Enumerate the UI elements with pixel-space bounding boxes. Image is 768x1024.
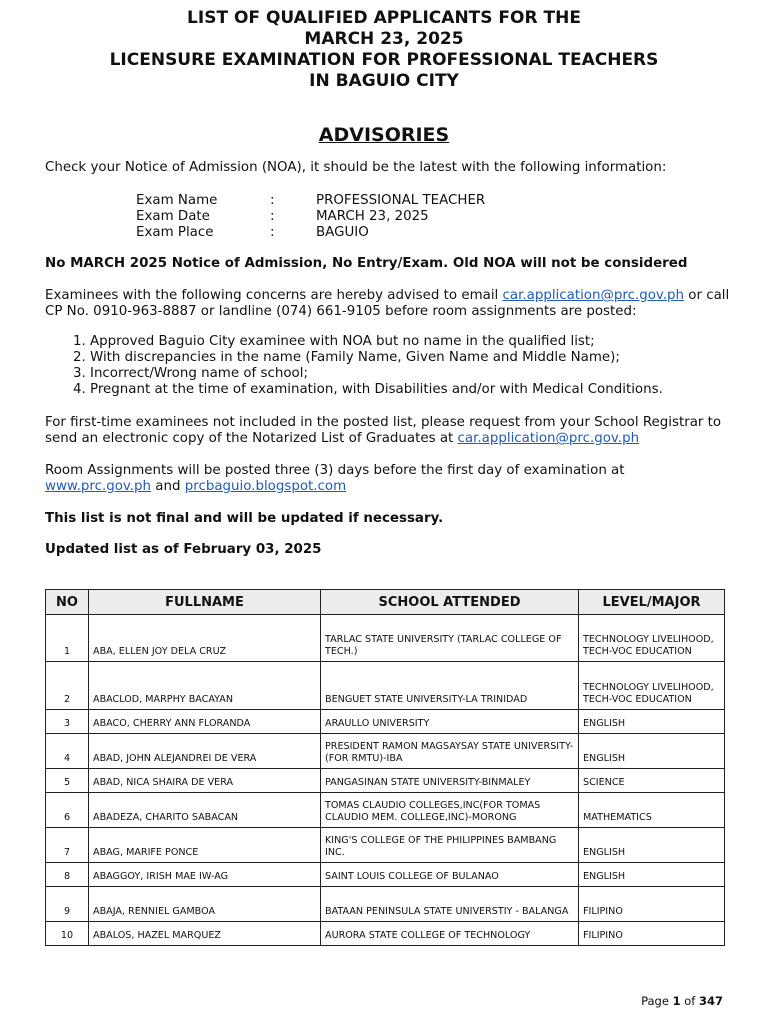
cell-school: KING'S COLLEGE OF THE PHILIPPINES BAMBANG INC. [321, 828, 579, 863]
cell-major: TECHNOLOGY LIVELIHOOD, TECH-VOC EDUCATION [579, 615, 725, 662]
exam-date-label: Exam Date [136, 209, 210, 224]
updated-date: Updated list as of February 03, 2025 [45, 542, 322, 557]
cell-school: TARLAC STATE UNIVERSITY (TARLAC COLLEGE OF TECH.) [321, 615, 579, 662]
table-row [46, 734, 725, 769]
page-label: Page [641, 994, 673, 1008]
cell-no: 3 [46, 710, 89, 734]
email-link[interactable]: car.application@prc.gov.ph [457, 431, 640, 446]
not-final-notice: This list is not final and will be updated if necessary. [45, 511, 444, 526]
total-pages: 347 [698, 994, 723, 1008]
cell-no: 10 [46, 922, 89, 946]
table-row [46, 887, 725, 922]
cell-no: 4 [46, 734, 89, 769]
list-item: 2. With discrepancies in the name (Family Name, Given Name and Middle Name); [90, 350, 750, 366]
cell-no: 6 [46, 793, 89, 828]
table-row [46, 922, 725, 946]
exam-place-value: BAGUIO [316, 225, 369, 240]
cell-school: PANGASINAN STATE UNIVERSITY-BINMALEY [321, 769, 579, 793]
list-item: 4. Pregnant at the time of examination, with Disabilities and/or with Medical Conditions. [90, 382, 750, 398]
cell-no: 1 [46, 615, 89, 662]
concerns-paragraph [45, 288, 735, 320]
cell-school: PRESIDENT RAMON MAGSAYSAY STATE UNIVERSITY-(FOR RMTU)-IBA [321, 734, 579, 769]
concerns-text: Examinees with the following concerns are hereby advised to email [45, 288, 503, 303]
prc-baguio-blog-link[interactable]: prcbaguio.blogspot.com [184, 479, 347, 494]
cell-fullname: ABAG, MARIFE PONCE [89, 828, 321, 863]
header-fullname: FULLNAME [89, 590, 321, 615]
cell-no: 5 [46, 769, 89, 793]
current-page: 1 [672, 994, 681, 1008]
list-item: 3. Incorrect/Wrong name of school; [90, 366, 750, 382]
exam-name-label: Exam Name [136, 193, 218, 208]
table-row [46, 828, 725, 863]
cell-fullname: ABAD, JOHN ALEJANDREI DE VERA [89, 734, 321, 769]
cell-fullname: ABAJA, RENNIEL GAMBOA [89, 887, 321, 922]
exam-place-label: Exam Place [136, 225, 214, 240]
cell-fullname: ABACO, CHERRY ANN FLORANDA [89, 710, 321, 734]
header-school: SCHOOL ATTENDED [321, 590, 579, 615]
list-item: 1. Approved Baguio City examinee with NOA but no name in the qualified list; [90, 334, 750, 350]
cell-major: ENGLISH [579, 734, 725, 769]
header-no: NO [46, 590, 89, 615]
cell-school: AURORA STATE COLLEGE OF TECHNOLOGY [321, 922, 579, 946]
cell-school: ARAULLO UNIVERSITY [321, 710, 579, 734]
header-major: LEVEL/MAJOR [579, 590, 725, 615]
cell-major: ENGLISH [579, 828, 725, 863]
applicants-table [45, 589, 725, 946]
cell-major: ENGLISH [579, 863, 725, 887]
cell-fullname: ABACLOD, MARPHY BACAYAN [89, 662, 321, 710]
page-number [641, 994, 723, 1008]
exam-date-value: MARCH 23, 2025 [316, 209, 429, 224]
title-line: LIST OF QUALIFIED APPLICANTS FOR THE [187, 8, 581, 28]
cell-fullname: ABALOS, HAZEL MARQUEZ [89, 922, 321, 946]
table-row [46, 793, 725, 828]
cell-major: TECHNOLOGY LIVELIHOOD, TECH-VOC EDUCATION [579, 662, 725, 710]
cell-major: FILIPINO [579, 887, 725, 922]
cell-major: FILIPINO [579, 922, 725, 946]
exam-name-value: PROFESSIONAL TEACHER [316, 193, 486, 208]
exam-name-colon: : [270, 193, 275, 208]
first-time-line-1: For first-time examinees not included in the posted list, please request from your School Registrar to [45, 415, 722, 430]
title-line: MARCH 23, 2025 [304, 29, 464, 49]
prc-website-link[interactable]: www.prc.gov.ph [45, 479, 152, 494]
concerns-line-2: CP No. 0910-963-8887 or landline (074) 661-9105 before room assignments are posted: [45, 304, 637, 319]
room-line-1: Room Assignments will be posted three (3) days before the first day of examination at [45, 463, 625, 478]
cell-school: TOMAS CLAUDIO COLLEGES,INC(FOR TOMAS CLAUDIO MEM. COLLEGE,INC)-MORONG [321, 793, 579, 828]
cell-major: ENGLISH [579, 710, 725, 734]
table-row [46, 615, 725, 662]
page-of: of [680, 994, 699, 1008]
table-row [46, 710, 725, 734]
cell-fullname: ABAGGOY, IRISH MAE IW-AG [89, 863, 321, 887]
table-row [46, 662, 725, 710]
first-time-line-2 [45, 431, 735, 447]
title-line: LICENSURE EXAMINATION FOR PROFESSIONAL TEACHERS [109, 50, 659, 70]
cell-school: SAINT LOUIS COLLEGE OF BULANAO [321, 863, 579, 887]
cell-fullname: ABADEZA, CHARITO SABACAN [89, 793, 321, 828]
table-row [46, 863, 725, 887]
cell-no: 8 [46, 863, 89, 887]
intro-text: Check your Notice of Admission (NOA), it should be the latest with the following information: [45, 160, 667, 175]
email-link[interactable]: car.application@prc.gov.ph [502, 288, 685, 303]
cell-no: 2 [46, 662, 89, 710]
concerns-list [45, 334, 750, 398]
cell-fullname: ABAD, NICA SHAIRA DE VERA [89, 769, 321, 793]
concerns-text-after: or call [684, 288, 730, 303]
cell-major: MATHEMATICS [579, 793, 725, 828]
table-header-row [46, 590, 725, 615]
room-paragraph [45, 463, 735, 495]
cell-no: 7 [46, 828, 89, 863]
room-and: and [151, 479, 185, 494]
first-time-text: send an electronic copy of the Notarized List of Graduates at [45, 431, 458, 446]
cell-school: BATAAN PENINSULA STATE UNIVERSTIY - BALANGA [321, 887, 579, 922]
exam-place-colon: : [270, 225, 275, 240]
title-line: IN BAGUIO CITY [309, 71, 459, 91]
first-time-paragraph [45, 415, 735, 447]
exam-date-colon: : [270, 209, 275, 224]
cell-fullname: ABA, ELLEN JOY DELA CRUZ [89, 615, 321, 662]
cell-no: 9 [46, 887, 89, 922]
room-line-2 [45, 479, 735, 495]
concerns-line-1 [45, 288, 735, 304]
document-title [0, 8, 768, 92]
cell-school: BENGUET STATE UNIVERSITY-LA TRINIDAD [321, 662, 579, 710]
noa-warning: No MARCH 2025 Notice of Admission, No Entry/Exam. Old NOA will not be considered [45, 256, 688, 271]
advisories-heading: ADVISORIES [318, 124, 450, 146]
cell-major: SCIENCE [579, 769, 725, 793]
table-row [46, 769, 725, 793]
